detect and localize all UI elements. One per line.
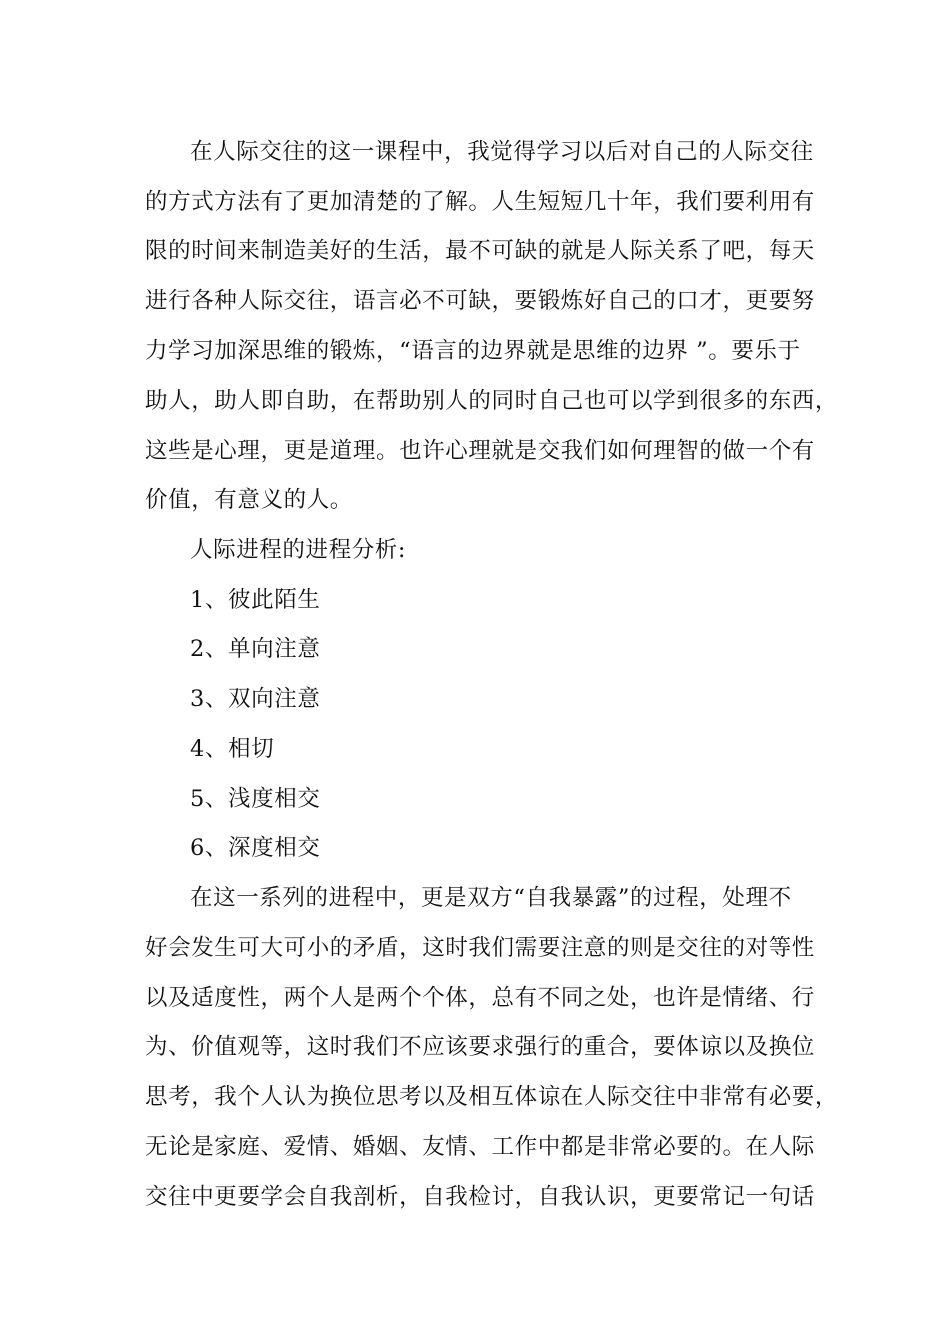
list-item: 5、浅度相交: [190, 786, 321, 812]
paragraph-1-line: 限的时间来制造美好的生活，最不可缺的就是人际关系了吧，每天: [145, 238, 815, 264]
paragraph-1-line: 在人际交往的这一课程中，我觉得学习以后对自己的人际交往: [190, 139, 814, 165]
paragraph-1-line: 进行各种人际交往，语言必不可缺，要锻炼好自己的口才，更要努: [145, 288, 815, 314]
paragraph-1-line: 的方式方法有了更加清楚的了解。人生短短几十年，我们要利用有: [145, 189, 815, 215]
paragraph-2-line: 思考，我个人认为换位思考以及相互体谅在人际交往中非常有必要，: [145, 1084, 839, 1110]
paragraph-1-line: 力学习加深思维的锻炼，“语言的边界就是思维的边界 ”。要乐于: [145, 338, 801, 364]
paragraph-2-line: 交往中更要学会自我剖析，自我检讨，自我认识，更要常记一句话: [145, 1184, 815, 1210]
list-item: 6、深度相交: [190, 835, 321, 861]
paragraph-1-line: 价值，有意义的人。: [145, 487, 353, 513]
list-item: 1、彼此陌生: [190, 587, 321, 613]
paragraph-1-line: 助人，助人即自助，在帮助别人的同时自己也可以学到很多的东西，: [145, 388, 839, 414]
paragraph-1-line: 这些是心理，更是道理。也许心理就是交我们如何理智的做一个有: [145, 438, 815, 464]
paragraph-2-line: 在这一系列的进程中，更是双方“自我暴露”的过程，处理不: [190, 885, 792, 911]
list-item: 2、单向注意: [190, 636, 321, 662]
list-item: 4、相切: [190, 736, 275, 762]
paragraph-2-line: 为、价值观等，这时我们不应该要求强行的重合，要体谅以及换位: [145, 1034, 815, 1060]
list-item: 3、双向注意: [190, 686, 321, 712]
paragraph-2-line: 以及适度性，两个人是两个个体，总有不同之处，也许是情绪、行: [145, 985, 815, 1011]
paragraph-2-line: 好会发生可大可小的矛盾，这时我们需要注意的则是交往的对等性: [145, 935, 815, 961]
paragraph-2-line: 无论是家庭、爱情、婚姻、友情、工作中都是非常必要的。在人际: [145, 1134, 815, 1160]
section-heading: 人际进程的进程分析:: [190, 537, 407, 563]
